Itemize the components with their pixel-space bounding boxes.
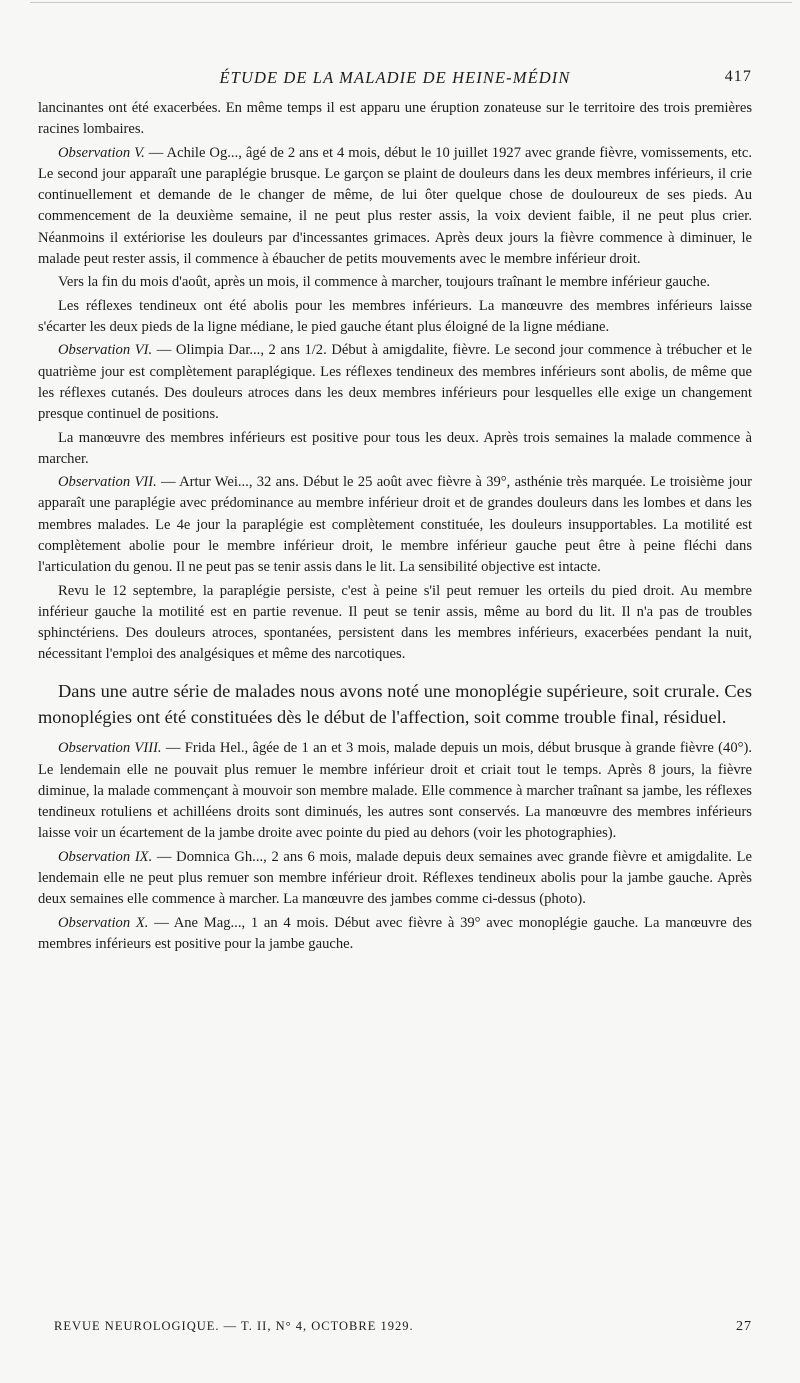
paragraph: Vers la fin du mois d'août, après un mois, il commence à marcher, toujours traînant le membre inférieur gauche. [58, 274, 711, 291]
paragraph: Les réflexes tendineux ont été abolis pour les membres inférieurs. La manœuvre des membres inférieurs laisse s'écarter les deux pieds de la ligne médiane, le pied gauche étant plus éloigné de la ligne médiane. [38, 297, 752, 335]
section-paragraph-large: Dans une autre série de malades nous avons noté une monoplégie supérieure, soit crurale. Ces monoplégies ont été constituées dès le début de l'affection, soit comme trouble final, résiduel. [38, 681, 752, 728]
paragraph: La manœuvre des membres inférieurs est positive pour tous les deux. Après trois semaines la malade commence à marcher. [38, 429, 752, 467]
body-text [38, 98, 752, 955]
top-border-line [30, 2, 792, 3]
paragraph: Revu le 12 septembre, la paraplégie persiste, c'est à peine s'il peut remuer les orteils du pied droit. Au membre inférieur gauche la motilité est en partie revenue. Il peut se tenir assis, même au bord du lit. Il n'a pas de troubles sphinctériens. Des douleurs atroces, spontanées, persistent dans les membres inférieurs, exacerbées pendant la nuit, nécessitant l'emploi des analgésiques et même des narcotiques. [38, 582, 752, 663]
paragraph: Observation IX. — Domnica Gh..., 2 ans 6 mois, malade depuis deux semaines avec grande fièvre et amigdalite. Le lendemain elle ne peut plus remuer son membre inférieur droit. Réflexes tendineux abolis pour la jambe gauche. Après deux semaines elle commence à marcher. La manœuvre des jambes comme ci-dessus (photo). [38, 848, 752, 908]
signature-mark: 27 [736, 1319, 752, 1334]
running-title: ÉTUDE DE LA MALADIE DE HEINE-MÉDIN [219, 68, 571, 87]
journal-citation: REVUE NEUROLOGIQUE. — T. II, N° 4, OCTOBRE 1929. [54, 1319, 414, 1333]
observation-heading: Observation IX. [58, 848, 153, 865]
paragraph: Observation VIII. — Frida Hel., âgée de 1 an et 3 mois, malade depuis un mois, début brusque à grande fièvre (40°). Le lendemain elle ne pouvait plus remuer le membre inférieur droit et criait tout le temps. Après 8 jours, la fièvre diminue, la malade commençant à mouvoir son membre malade. Elle commence à marcher traînant sa jambe, les réflexes tendineux rotuliens et achilléens droits sont diminués, les autres sont conservés. La manœuvre des membres inférieurs laisse voir un écartement de la jambe droite avec pointe du pied au dehors (voir les photographies). [38, 740, 752, 842]
paragraph: Observation V. — Achile Og..., âgé de 2 ans et 4 mois, début le 10 juillet 1927 avec grande fièvre, vomissements, etc. Le second jour apparaît une paraplégie brusque. Le garçon se plaint de douleurs dans les deux membres inférieurs, il crie continuellement et demande de le changer de même, de lui ôter quelque chose de douloureux de ses pieds. Au commencement de la deuxième semaine, il ne peut plus rester assis, la voix devient faible, il ne peut plus crier. Néanmoins il extériorise les douleurs par d'incessantes grimaces. Après deux jours la fièvre commence à diminuer, le malade peut rester assis, il commence à ébaucher de petits mouvements avec le membre inférieur droit. [38, 144, 752, 267]
page-footer [54, 1319, 752, 1334]
observation-heading: Observation VI. [58, 342, 153, 359]
paragraph: Observation VI. — Olimpia Dar..., 2 ans 1/2. Début à amigdalite, fièvre. Le second jour commence à trébucher et le quatrième jour est complètement paraplégique. Les réflexes tendineux des membres inférieurs sont abolis, de même que les réflexes cutanés. Des douleurs atroces dans les deux membres inférieurs pour lesquelles elle exige un changement presque continuel de positions. [38, 342, 752, 423]
observation-heading: Observation VII. [58, 474, 157, 491]
observation-heading: Observation V. [58, 144, 145, 161]
page-number: 417 [724, 68, 752, 85]
running-header [38, 66, 752, 98]
observation-heading: Observation X. [58, 914, 149, 931]
paragraph: Observation VII. — Artur Wei..., 32 ans. Début le 25 août avec fièvre à 39°, asthénie très marquée. Le troisième jour apparaît une paraplégie avec prédominance au membre inférieur droit et de grandes douleurs dans les lombes et dans les membres malades. Le 4e jour la paraplégie est complètement constituée, les douleurs insupportables. La motilité est complètement abolie pour le membre inférieur droit, le membre inférieur gauche peut être à peine fléchi dans l'articulation du genou. Il ne peut pas se tenir assis dans le lit. La sensibilité objective est intacte. [38, 474, 752, 576]
paragraph: Observation X. — Ane Mag..., 1 an 4 mois. Début avec fièvre à 39° avec monoplégie gauche. La manœuvre des membres inférieurs est positive pour la jambe gauche. [38, 914, 752, 952]
paragraph: lancinantes ont été exacerbées. En même temps il est apparu une éruption zonateuse sur le territoire des trois premières racines lombaires. [38, 100, 752, 138]
observation-heading: Observation VIII. [58, 740, 162, 757]
